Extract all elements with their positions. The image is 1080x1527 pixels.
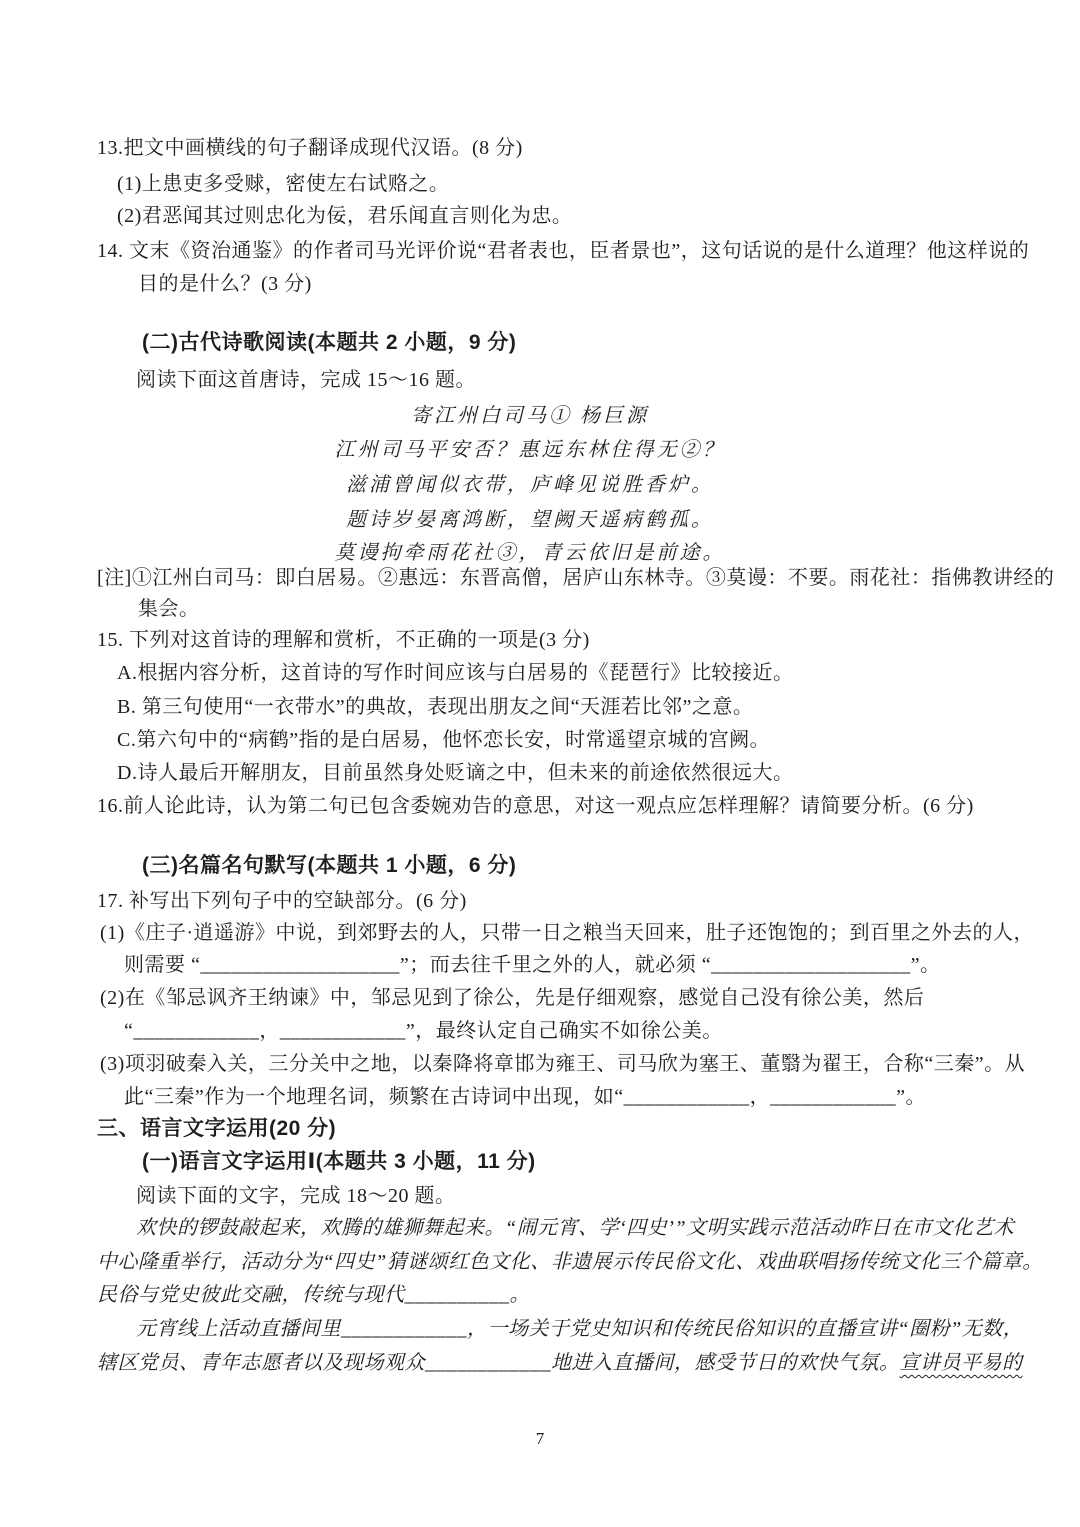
- q17-item2-line2: “____________，____________”，最终认定自己确实不如徐公美。: [124, 1020, 723, 1042]
- q17-item1-line2: 则需要 “___________________”；而去往千里之外的人，就必须 “___________________”。: [124, 954, 941, 976]
- section-3-heading: (三)名篇名句默写(本题共 1 小题，6 分): [142, 854, 517, 877]
- poem-line-3: 题诗岁晏离鸿断，望阙天遥病鹤孤。: [346, 509, 714, 531]
- usage-para2-line2: [97, 1350, 1023, 1376]
- usage-para1-line2: 中心隆重举行，活动分为“四史”猜谜颂红色文化、非遗展示传民俗文化、戏曲联唱扬传统文化三个篇章。: [97, 1251, 1043, 1273]
- q14-line-2: 目的是什么？(3 分): [138, 273, 312, 295]
- poem-line-1: 江州司马平安否？惠远东林住得无②？: [334, 439, 726, 461]
- usage-para1-line3: 民俗与党史彼此交融，传统与现代__________。: [97, 1284, 530, 1306]
- q17-item1-line1: (1)《庄子·逍遥游》中说，到郊野去的人，只带一日之粮当天回来，肚子还饱饱的；到百里之外去的人，: [100, 922, 1034, 944]
- q17-item2-line1: (2)在《邹忌讽齐王纳谏》中，邹忌见到了徐公，先是仔细观察，感觉自己没有徐公美，然后: [100, 987, 925, 1009]
- section-2-heading: (二)古代诗歌阅读(本题共 2 小题，9 分): [142, 331, 517, 354]
- poem-line-4: 莫谩拘牵雨花社③，青云依旧是前途。: [334, 542, 726, 564]
- page-number: 7: [535, 1429, 545, 1448]
- section-4a-intro: 阅读下面的文字，完成 18～20 题。: [136, 1185, 456, 1207]
- poem-note-line-2: 集会。: [138, 598, 200, 620]
- usage-para2-line2-wavy-underlined: 宣讲员平易的: [899, 1352, 1023, 1374]
- usage-para1-line1: 欢快的锣鼓敲起来，欢腾的雄狮舞起来。“闹元宵、学‘四史’”文明实践示范活动昨日在市文化艺术: [136, 1217, 1015, 1239]
- section-4a-heading: (一)语言文字运用Ⅰ(本题共 3 小题，11 分): [142, 1150, 536, 1173]
- section-2-intro: 阅读下面这首唐诗，完成 15～16 题。: [136, 369, 476, 391]
- q13-item-2: (2)君恶闻其过则忠化为佞，君乐闻直言则化为忠。: [117, 205, 573, 227]
- q15-option-c: C.第六句中的“病鹤”指的是白居易，他怀恋长安，时常遥望京城的宫阙。: [117, 729, 771, 751]
- q15-stem: 15. 下列对这首诗的理解和赏析，不正确的一项是(3 分): [97, 629, 590, 651]
- usage-para2-line1: 元宵线上活动直播间里____________，一场关于党史知识和传统民俗知识的直播宣讲“圈粉”无数，: [136, 1318, 1024, 1340]
- q15-option-d: D.诗人最后开解朋友，目前虽然身处贬谪之中，但未来的前途依然很远大。: [117, 762, 794, 784]
- q15-option-a: A.根据内容分析，这首诗的写作时间应该与白居易的《琵琶行》比较接近。: [117, 662, 794, 684]
- poem-line-2: 滋浦曾闻似衣带，庐峰见说胜香炉。: [346, 474, 714, 496]
- q14-line-1: 14. 文末《资治通鉴》的作者司马光评价说“君者表也，臣者景也”，这句话说的是什么道理？他这样说的: [97, 240, 1030, 262]
- q17-stem: 17. 补写出下列句子中的空缺部分。(6 分): [97, 890, 467, 912]
- section-4-heading: 三、语言文字运用(20 分): [97, 1117, 337, 1140]
- q17-item3-line2: 此“三秦”作为一个地理名词，频繁在古诗词中出现，如“____________，____________”。: [124, 1086, 927, 1108]
- poem-note-line-1: [注]①江州白司马：即白居易。②惠远：东晋高僧，居庐山东林寺。③莫谩：不要。雨花社：指佛教讲经的: [97, 567, 1055, 589]
- poem-title: 寄江州白司马① 杨巨源: [411, 405, 649, 427]
- q15-option-b: B. 第三句使用“一衣带水”的典故，表现出朋友之间“天涯若比邻”之意。: [117, 696, 754, 718]
- q13-item-1: (1)上患吏多受赇，密使左右试赂之。: [117, 173, 450, 195]
- usage-para2-line2-main: 辖区党员、青年志愿者以及现场观众____________地进入直播间，感受节日的欢快气氛。: [97, 1352, 900, 1374]
- q17-item3-line1: (3)项羽破秦入关，三分关中之地，以秦降将章邯为雍王、司马欣为塞王、董翳为翟王，合称“三秦”。从: [100, 1053, 1026, 1075]
- q16-stem: 16.前人论此诗，认为第二句已包含委婉劝告的意思，对这一观点应怎样理解？请简要分析。(6 分): [97, 795, 974, 817]
- q13-stem: 13.把文中画横线的句子翻译成现代汉语。(8 分): [97, 137, 523, 159]
